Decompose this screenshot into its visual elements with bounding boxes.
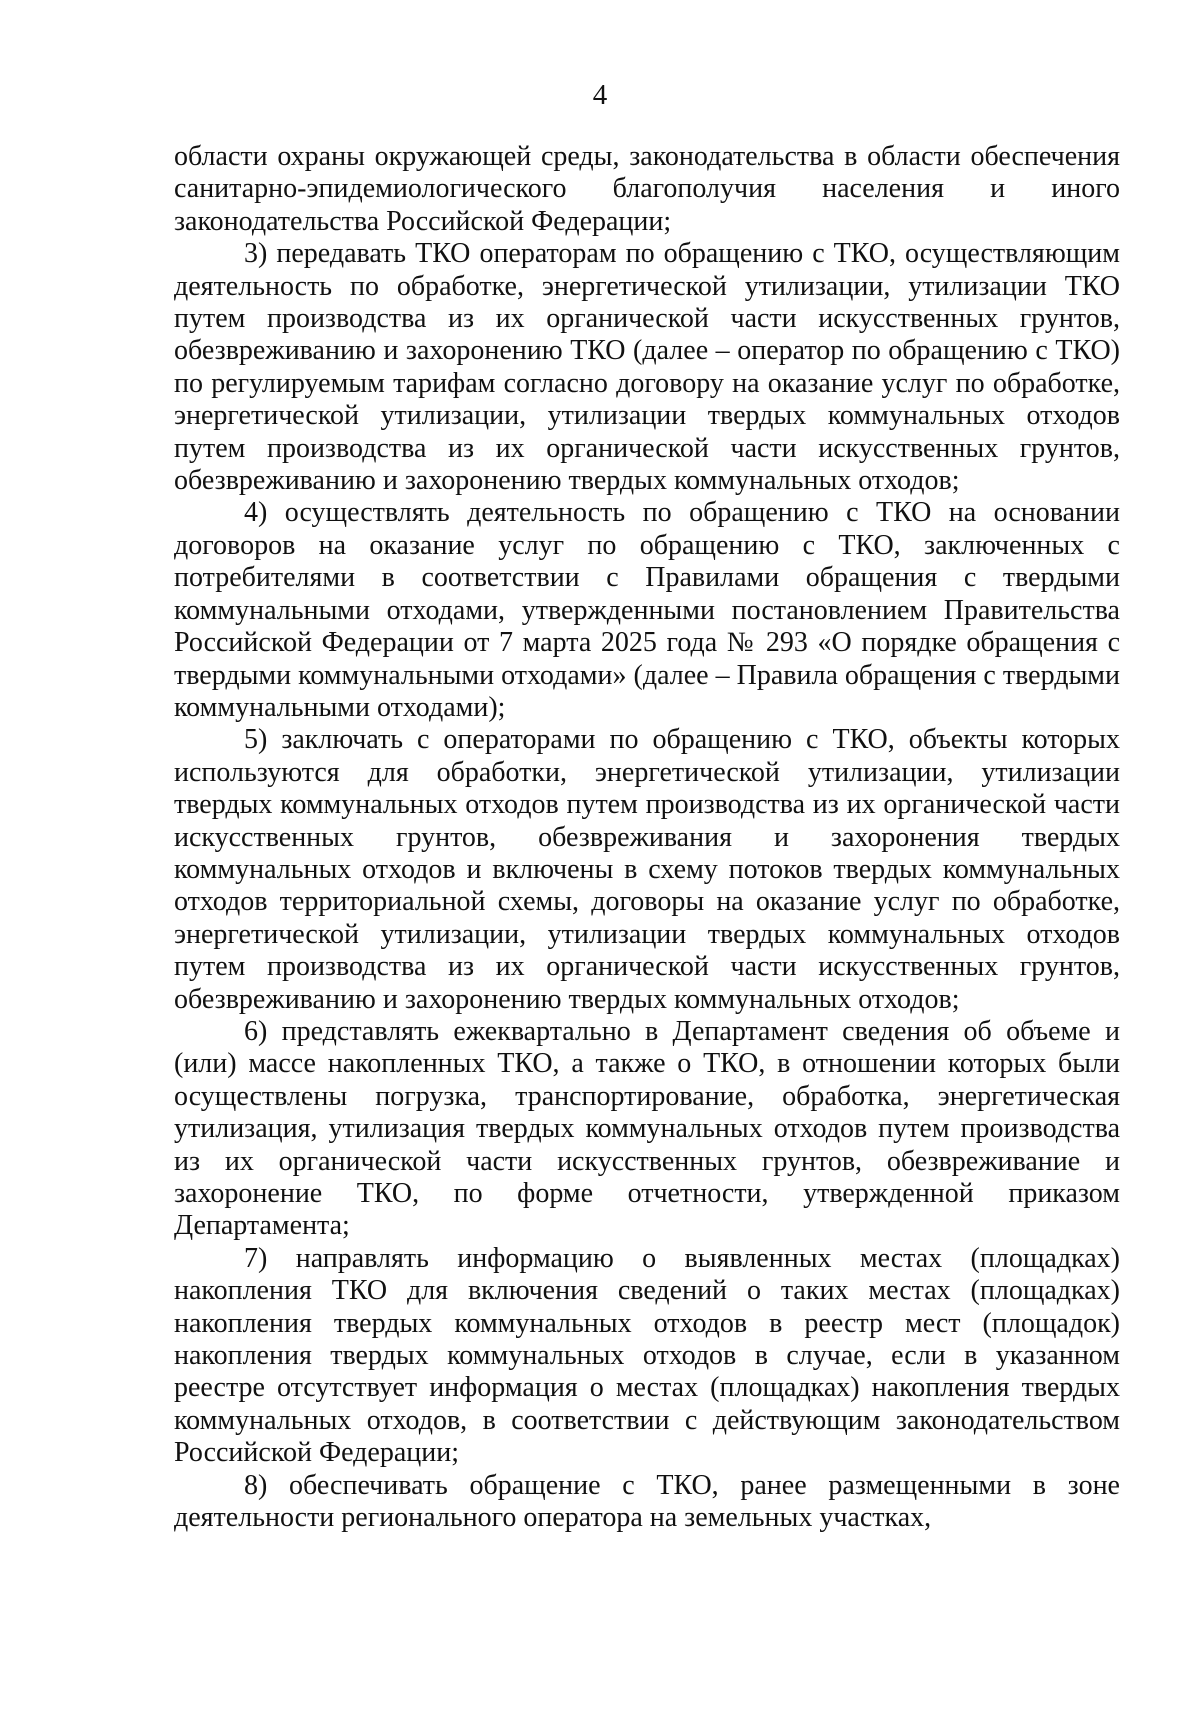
paragraph-item-6: 6) представлять ежеквартально в Департамент сведения об объеме и (или) массе накопленных ТКО, а также о ТКО, в отношении которых были осуществлены погрузка, транспортирование, обработка, энергетическая утилизация, утилизация твердых коммунальных отходов путем производства из их органической части искусственных грунтов, обезвреживание и захоронение ТКО, по форме отчетности, утвержденной приказом Департамента; <box>174 1015 1120 1242</box>
page-number: 4 <box>592 79 608 111</box>
paragraph-item-7: 7) направлять информацию о выявленных местах (площадках) накопления ТКО для включения сведений о таких местах (площадках) накопления твердых коммунальных отходов в реестр мест (площадок) накопления твердых коммунальных отходов в случае, если в указанном реестре отсутствует информация о местах (площадках) накопления твердых коммунальных отходов, в соответствии с действующим законодательством Российской Федерации; <box>174 1242 1120 1469</box>
paragraph-item-8: 8) обеспечивать обращение с ТКО, ранее размещенными в зоне деятельности регионального оператора на земельных участках, <box>174 1469 1120 1534</box>
paragraph-continuation: области охраны окружающей среды, законодательства в области обеспечения санитарно-эпидемиологического благополучия населения и иного законодательства Российской Федерации; <box>174 141 1120 237</box>
document-body <box>174 141 1120 1534</box>
paragraph-item-4: 4) осуществлять деятельность по обращению с ТКО на основании договоров на оказание услуг по обращению с ТКО, заключенных с потребителями в соответствии с Правилами обращения с твердыми коммунальными отходами, утвержденными постановлением Правительства Российской Федерации от 7 марта 2025 года № 293 «О порядке обращения с твердыми коммунальными отходами» (далее – Правила обращения с твердыми коммунальными отходами); <box>174 497 1120 723</box>
paragraph-item-5: 5) заключать с операторами по обращению с ТКО, объекты которых используются для обработки, энергетической утилизации, утилизации твердых коммунальных отходов путем производства из их органической части искусственных грунтов, обезвреживания и захоронения твердых коммунальных отходов и включены в схему потоков твердых коммунальных отходов территориальной схемы, договоры на оказание услуг по обработке, энергетической утилизации, утилизации твердых коммунальных отходов путем производства из их органической части искусственных грунтов, обезвреживанию и захоронению твердых коммунальных отходов; <box>174 724 1120 1015</box>
paragraph-item-3: 3) передавать ТКО операторам по обращению с ТКО, осуществляющим деятельность по обработке, энергетической утилизации, утилизации ТКО путем производства из их органической части искусственных грунтов, обезвреживанию и захоронению ТКО (далее – оператор по обращению с ТКО) по регулируемым тарифам согласно договору на оказание услуг по обработке, энергетической утилизации, утилизации твердых коммунальных отходов путем производства из их органической части искусственных грунтов, обезвреживанию и захоронению твердых коммунальных отходов; <box>174 238 1120 497</box>
